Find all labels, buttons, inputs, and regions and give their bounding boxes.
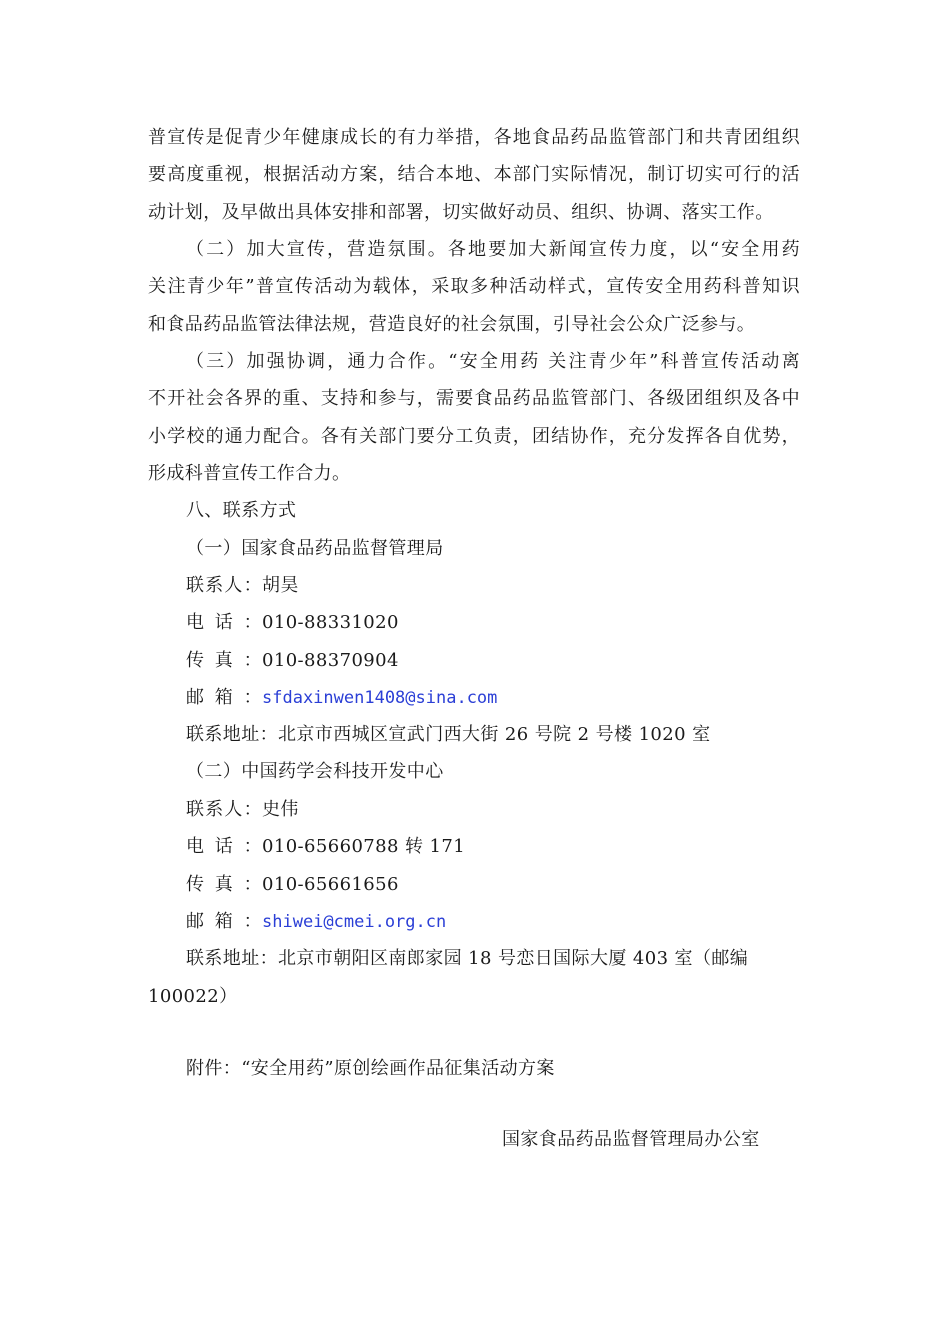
org1-phone-row: [186, 611, 399, 635]
org2-email-row: [186, 910, 446, 934]
paragraph-3-line-4: 形成科普宣传工作合力。: [148, 463, 351, 484]
paragraph-1-line-1: 普宣传是促青少年健康成长的有力举措，各地食品药品监管部门和共青团组织: [148, 127, 800, 148]
paragraph-2-line-3: 和食品药品监管法律法规，营造良好的社会氛围，引导社会公众广泛参与。: [148, 314, 756, 335]
signature: 国家食品药品监督管理局办公室: [502, 1129, 760, 1150]
org2-address-continued: 100022）: [148, 986, 238, 1007]
org2-person-row: [186, 798, 299, 822]
org1-phone-label: 电话：: [186, 612, 262, 633]
org1-person: 胡昊: [262, 575, 299, 596]
contact-heading: 八、联系方式: [186, 500, 297, 521]
org2-phone-label: 电话：: [186, 836, 262, 857]
org2-fax-label: 传真：: [186, 874, 262, 895]
org1-fax-row: [186, 649, 399, 673]
org2-name: （二）中国药学会科技开发中心: [186, 761, 444, 782]
org1-fax: 010-88370904: [262, 650, 399, 671]
org2-fax-row: [186, 873, 399, 897]
org1-email-row: [186, 686, 497, 710]
org1-person-label: 联系人：: [186, 575, 262, 596]
org2-phone-row: [186, 835, 465, 859]
paragraph-1-line-2: 要高度重视，根据活动方案，结合本地、本部门实际情况，制订切实可行的活: [148, 164, 800, 185]
paragraph-2-line-1: （二）加大宣传，营造氛围。各地要加大新闻宣传力度，以“安全用药: [186, 239, 800, 260]
org2-person-label: 联系人：: [186, 799, 262, 820]
org1-name: （一）国家食品药品监督管理局: [186, 538, 444, 559]
org1-address-row: [186, 723, 711, 747]
org1-email-link[interactable]: sfdaxinwen1408@sina.com: [262, 688, 498, 708]
org2-fax: 010-65661656: [262, 874, 399, 895]
org2-address-row: [186, 947, 748, 971]
org2-address-label: 联系地址：: [186, 948, 278, 969]
org1-person-row: [186, 574, 299, 598]
paragraph-3-line-3: 小学校的通力配合。各有关部门要分工负责，团结协作，充分发挥各自优势，: [148, 426, 800, 447]
org1-phone: 010-88331020: [262, 612, 399, 633]
org1-address-label: 联系地址：: [186, 724, 278, 745]
org1-fax-label: 传真：: [186, 650, 262, 671]
attachment-note: 附件：“安全用药”原创绘画作品征集活动方案: [186, 1058, 555, 1079]
org2-phone: 010-65660788 转 171: [262, 836, 466, 857]
org2-email-link[interactable]: shiwei@cmei.org.cn: [262, 912, 447, 932]
paragraph-3-line-2: 不开社会各界的重、支持和参与，需要食品药品监管部门、各级团组织及各中: [148, 388, 800, 409]
org1-email-label: 邮箱：: [186, 687, 262, 708]
org2-email-label: 邮箱：: [186, 911, 262, 932]
paragraph-2-line-2: 关注青少年”普宣传活动为载体，采取多种活动样式，宣传安全用药科普知识: [148, 276, 800, 297]
org2-address: 北京市朝阳区南郎家园 18 号恋日国际大厦 403 室（邮编: [278, 948, 749, 969]
paragraph-1-line-3: 动计划，及早做出具体安排和部署，切实做好动员、组织、协调、落实工作。: [148, 202, 774, 223]
org2-person: 史伟: [262, 799, 299, 820]
paragraph-3-line-1: （三）加强协调，通力合作。“安全用药 关注青少年”科普宣传活动离: [186, 351, 800, 372]
org1-address: 北京市西城区宣武门西大街 26 号院 2 号楼 1020 室: [278, 724, 711, 745]
